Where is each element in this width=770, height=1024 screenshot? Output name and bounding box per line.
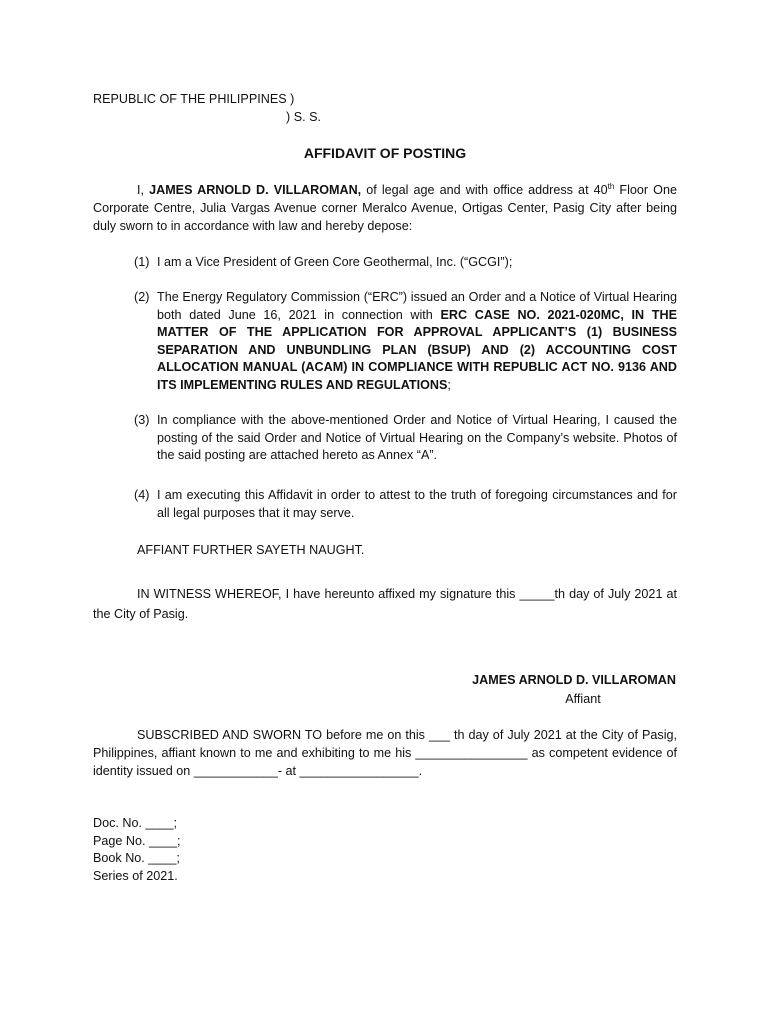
item-text: I am executing this Affidavit in order to attest to the truth of foregoing circumstances and for all legal purposes that it may serve. bbox=[157, 488, 677, 520]
item-2-text-post: ; bbox=[447, 377, 451, 392]
case-title: ERC CASE NO. 2021-020MC, IN THE MATTER OF THE APPLICATION FOR APPROVAL APPLICANT’S (1) BUSINESS SEPARATION AND UNBUNDLING PLAN (BSUP) AND (2) ACCOUNTING COST ALLOCATION MANUAL (ACAM) IN COMPLIANCE WITH REPUBLIC ACT NO. 9136 AND ITS IMPLEMENTING RULES AND REGULATIONS bbox=[157, 307, 677, 392]
affiant-role: Affiant bbox=[565, 692, 601, 706]
venue-line-1: REPUBLIC OF THE PHILIPPINES ) bbox=[93, 92, 295, 106]
intro-text-2: Floor One Corporate Centre, Julia Vargas Avenue corner Meralco Avenue, Ortigas Center, Pasig City after being duly sworn to in accordance with law and hereby depose: bbox=[93, 183, 677, 233]
intro-paragraph bbox=[93, 181, 677, 235]
intro-prefix: I, bbox=[137, 183, 150, 197]
intro-text-1: of legal age and with office address at 40 bbox=[361, 183, 608, 197]
list-item-4 bbox=[134, 487, 677, 522]
affiant-name-intro: JAMES ARNOLD D. VILLAROMAN, bbox=[149, 183, 362, 197]
page-number: Page No. ____; bbox=[93, 833, 181, 848]
item-text: In compliance with the above-mentioned Order and Notice of Virtual Hearing, I caused the posting of the said Order and Notice of Virtual Hearing on the Company’s website. Photos of the said posting are attached hereto as Annex “A”. bbox=[157, 413, 677, 463]
signature-block bbox=[400, 671, 676, 709]
item-number: (1) bbox=[134, 255, 150, 269]
jurat-paragraph: SUBSCRIBED AND SWORN TO before me on this ___ th day of July 2021 at the City of Pasig, Philippines, affiant known to me and exhibiting to me his ________________ as competent evidence of identity issued on ____________- at _________________. bbox=[93, 728, 677, 778]
list-item-3 bbox=[134, 412, 677, 465]
list-item-1 bbox=[134, 254, 677, 272]
series-year: Series of 2021. bbox=[93, 868, 178, 883]
venue-line-2: ) S. S. bbox=[286, 110, 321, 124]
item-number: (2) bbox=[134, 290, 150, 304]
list-item-2 bbox=[134, 289, 677, 395]
doc-info-block bbox=[93, 815, 181, 885]
venue-block bbox=[93, 90, 321, 126]
item-2-text-pre: The Energy Regulatory Commission (“ERC”) issued an Order and a Notice of Virtual Hearing both dated June 16, 2021 in connection with bbox=[157, 290, 677, 322]
witness-paragraph: IN WITNESS WHEREOF, I have hereunto affixed my signature this _____th day of July 2021 at the City of Pasig. bbox=[93, 587, 677, 621]
book-number: Book No. ____; bbox=[93, 851, 180, 866]
item-text: I am a Vice President of Green Core Geothermal, Inc. (“GCGI”); bbox=[157, 255, 513, 269]
item-text bbox=[157, 289, 677, 395]
item-number: (4) bbox=[134, 488, 150, 502]
affiant-name-signature: JAMES ARNOLD D. VILLAROMAN bbox=[472, 673, 676, 687]
further-sayeth: AFFIANT FURTHER SAYETH NAUGHT. bbox=[137, 543, 365, 557]
intro-superscript: th bbox=[607, 181, 615, 191]
doc-number: Doc. No. ____; bbox=[93, 816, 178, 830]
item-number: (3) bbox=[134, 413, 150, 427]
document-title: AFFIDAVIT OF POSTING bbox=[303, 145, 467, 161]
